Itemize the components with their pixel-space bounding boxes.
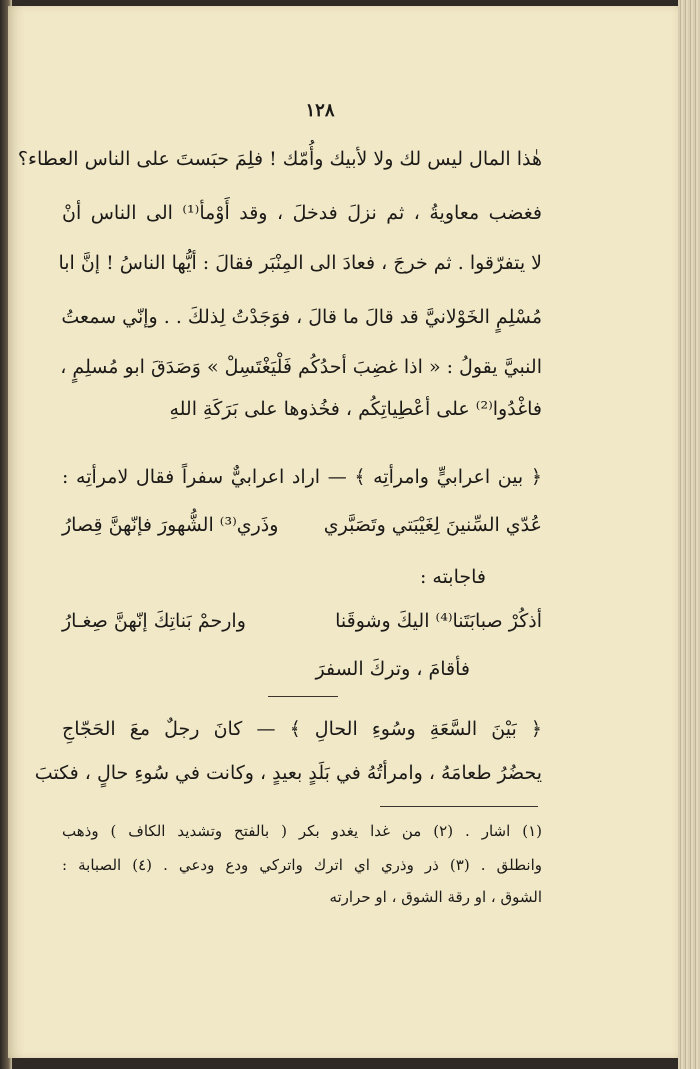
closing-line: فأقامَ ، وتركَ السفرَ xyxy=(315,658,470,680)
body-line-3: لا يتفرّقوا . ثم خرجَ ، فعادَ الى المِنْبَر فقالَ : أيُّها الناسُ ! إنَّ ابا xyxy=(58,252,542,274)
footnote-line-3: الشوق ، او رقة الشوق ، او حرارته xyxy=(329,888,542,906)
footnote-rule xyxy=(380,806,538,807)
footnote-line-2: وانطلق . (٣) ذر وذري اي اترك واتركي ودع ودعي . (٤) الصبابة : xyxy=(62,856,542,874)
section1-heading: ﴿ بين اعرابيٍّ وامرأتِه ﴾ — اراد اعرابيٌّ سفراً فقال لامرأتِه : xyxy=(62,466,542,488)
verse-1-first-hemistich: عُدّي السِّنينَ لِغَيْبَتي وتَصَبَّري xyxy=(323,514,542,536)
section2-heading: ﴿ بَيْنَ السَّعَةِ وسُوءِ الحالِ ﴾ — كانَ رجلٌ معَ الحَجّاجِ xyxy=(62,718,542,740)
verse-1-second-hemistich: وذَري⁽³⁾ الشُّهورَ فإنّهنَّ قِصارُ xyxy=(62,514,279,536)
verse-2-first-hemistich: أذكُرْ صبابَتَنا⁽⁴⁾ اليكَ وشوقَنا xyxy=(335,610,542,632)
body-line-1: هٰذا المال ليس لك ولا لأبيك وأُمّك ! فلِمَ حبَستَ على الناس العطاء؟ xyxy=(17,148,542,170)
body-line-4: مُسْلِمٍ الخَوْلانيَّ قد قالَ ما قالَ ، فوَجَدْتُ لِذلكَ . . وإنّي سمعتُ xyxy=(61,306,542,328)
verse-1 xyxy=(62,514,542,536)
section-divider xyxy=(268,696,338,697)
body-line-6: فاغْدُوا⁽²⁾ على أعْطِياتِكُم ، فخُذوها على بَرَكَةِ اللهِ xyxy=(169,398,542,420)
body-line-5: النبيَّ يقولُ : « اذا غضِبَ أحدُكُم فَلْيَغْتَسِلْ » وَصَدَقَ ابو مُسلِمٍ ، xyxy=(60,356,542,378)
reply-intro: فاجابته : xyxy=(419,566,486,588)
footnote-line-1: (١) اشار . (٢) من غدا يغدو بكر ( بالفتح وتشديد الكاف ) وذهب xyxy=(62,822,542,840)
verse-2-second-hemistich: وارحمْ بَناتِكَ إنّهنَّ صِغـارُ xyxy=(62,610,246,632)
section2-line-2: يحضُرُ طعامَهُ ، وامرأتُهُ في بَلَدٍ بعيدٍ ، وكانت في سُوءِ حالٍ ، فكتبَ xyxy=(34,762,542,784)
body-line-2: فغضب معاويةُ ، ثم نزلَ فدخلَ ، وقد أَوْمأ⁽¹⁾ الى الناس أنْ xyxy=(62,202,542,224)
page-number: ١٢٨ xyxy=(305,100,335,121)
verse-2 xyxy=(62,610,542,632)
page-edges xyxy=(678,0,700,1069)
